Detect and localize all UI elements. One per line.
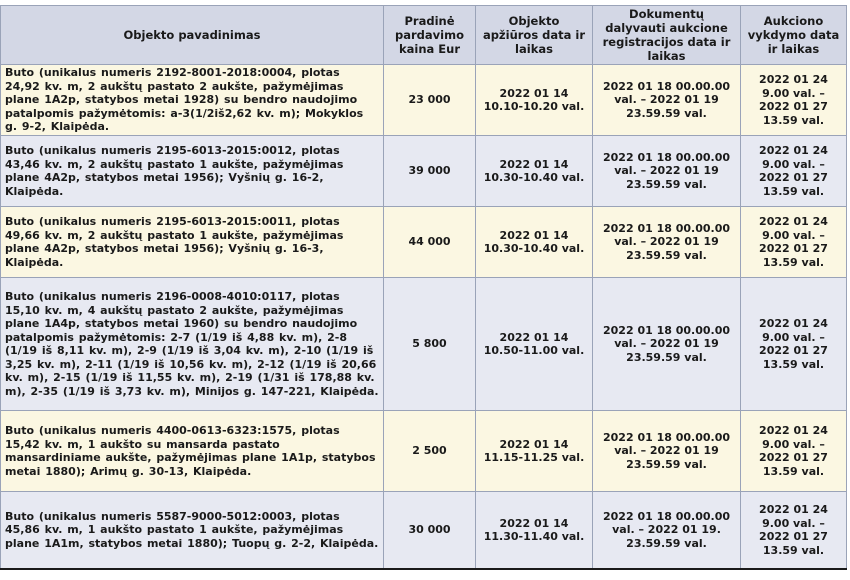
price-cell: 23 000 [384, 65, 476, 136]
registration-cell: 2022 01 18 00.00.00 val. – 2022 01 19 23.59.59 val. [593, 136, 741, 207]
header-auction-time: Aukciono vykdymo data ir laikas [741, 6, 847, 65]
table-row [1, 492, 847, 570]
table-row [1, 136, 847, 207]
registration-cell: 2022 01 18 00.00.00 val. – 2022 01 19 23.59.59 val. [593, 65, 741, 136]
price-cell: 2 500 [384, 411, 476, 492]
price-cell: 30 000 [384, 492, 476, 570]
object-name-cell: Buto (unikalus numeris 2195-6013-2015:0011, plotas 49,66 kv. m, 2 aukštų pastato 1 aukšte, pažymėjimas plane 4A2p, statybos metai 1956); Vyšnių g. 16-3, Klaipėda. [1, 207, 384, 278]
auction-cell: 2022 01 24 9.00 val. – 2022 01 27 13.59 val. [741, 411, 847, 492]
object-name-cell: Buto (unikalus numeris 4400-0613-6323:1575, plotas 15,42 kv. m, 1 aukšto su mansarda pastato mansardiniame aukšte, pažymėjimas plane 1A1p, statybos metai 1880); Arimų g. 30-13, Klaipėda. [1, 411, 384, 492]
object-name-cell: Buto (unikalus numeris 2195-6013-2015:0012, plotas 43,46 kv. m, 2 aukštų pastato 1 aukšte, pažymėjimas plane 4A2p, statybos metai 1956); Vyšnių g. 16-2, Klaipėda. [1, 136, 384, 207]
table-row [1, 411, 847, 492]
object-name-cell: Buto (unikalus numeris 5587-9000-5012:0003, plotas 45,86 kv. m, 1 aukšto pastato 1 aukšte, pažymėjimas plane 1A1m, statybos metai 1880); Tuopų g. 2-2, Klaipėda. [1, 492, 384, 570]
header-starting-price: Pradinė pardavimo kaina Eur [384, 6, 476, 65]
viewing-cell: 2022 01 14 11.15-11.25 val. [476, 411, 593, 492]
auction-cell: 2022 01 24 9.00 val. – 2022 01 27 13.59 val. [741, 492, 847, 570]
price-cell: 39 000 [384, 136, 476, 207]
registration-cell: 2022 01 18 00.00.00 val. – 2022 01 19 23.59.59 val. [593, 207, 741, 278]
registration-cell: 2022 01 18 00.00.00 val. – 2022 01 19 23.59.59 val. [593, 411, 741, 492]
header-object-name: Objekto pavadinimas [1, 6, 384, 65]
table-row [1, 207, 847, 278]
header-registration-time: Dokumentų dalyvauti aukcione registracijos data ir laikas [593, 6, 741, 65]
auction-cell: 2022 01 24 9.00 val. – 2022 01 27 13.59 val. [741, 207, 847, 278]
header-viewing-time: Objekto apžiūros data ir laikas [476, 6, 593, 65]
object-name-cell: Buto (unikalus numeris 2192-8001-2018:0004, plotas 24,92 kv. m, 2 aukštų pastato 2 aukšte, pažymėjimas plane 1A2p, statybos metai 1928) su bendro naudojimo patalpomis pažymėtomis: a-3(1/2iš2,62 kv. m); Mokyklos g. 9-2, Klaipėda. [1, 65, 384, 136]
price-cell: 44 000 [384, 207, 476, 278]
viewing-cell: 2022 01 14 10.30-10.40 val. [476, 136, 593, 207]
viewing-cell: 2022 01 14 11.30-11.40 val. [476, 492, 593, 570]
price-cell: 5 800 [384, 278, 476, 411]
viewing-cell: 2022 01 14 10.10-10.20 val. [476, 65, 593, 136]
table-row [1, 65, 847, 136]
auction-cell: 2022 01 24 9.00 val. – 2022 01 27 13.59 val. [741, 278, 847, 411]
viewing-cell: 2022 01 14 10.30-10.40 val. [476, 207, 593, 278]
table-header-row [1, 6, 847, 65]
registration-cell: 2022 01 18 00.00.00 val. – 2022 01 19 23.59.59 val. [593, 278, 741, 411]
object-name-cell: Buto (unikalus numeris 2196-0008-4010:0117, plotas 15,10 kv. m, 4 aukštų pastato 2 aukšte, pažymėjimas plane 1A4p, statybos metai 1960) su bendro naudojimo patalpomis pažymėtomis: 2-7 (1/19 iš 4,88 kv. m), 2-8 (1/19 iš 8,11 kv. m), 2-9 (1/19 iš 3,04 kv. m), 2-10 (1/19 iš 3,25 kv. m), 2-11 (1/19 iš 10,56 kv. m), 2-12 (1/19 iš 20,66 kv. m), 2-15 (1/19 iš 11,55 kv. m), 2-19 (1/31 iš 178,88 kv. m), 2-35 (1/19 iš 3,73 kv. m), Minijos g. 147-221, Klaipėda. [1, 278, 384, 411]
auction-cell: 2022 01 24 9.00 val. – 2022 01 27 13.59 val. [741, 65, 847, 136]
viewing-cell: 2022 01 14 10.50-11.00 val. [476, 278, 593, 411]
auction-cell: 2022 01 24 9.00 val. – 2022 01 27 13.59 val. [741, 136, 847, 207]
table-row [1, 278, 847, 411]
auction-objects-table [0, 5, 847, 570]
registration-cell: 2022 01 18 00.00.00 val. – 2022 01 19. 23.59.59 val. [593, 492, 741, 570]
